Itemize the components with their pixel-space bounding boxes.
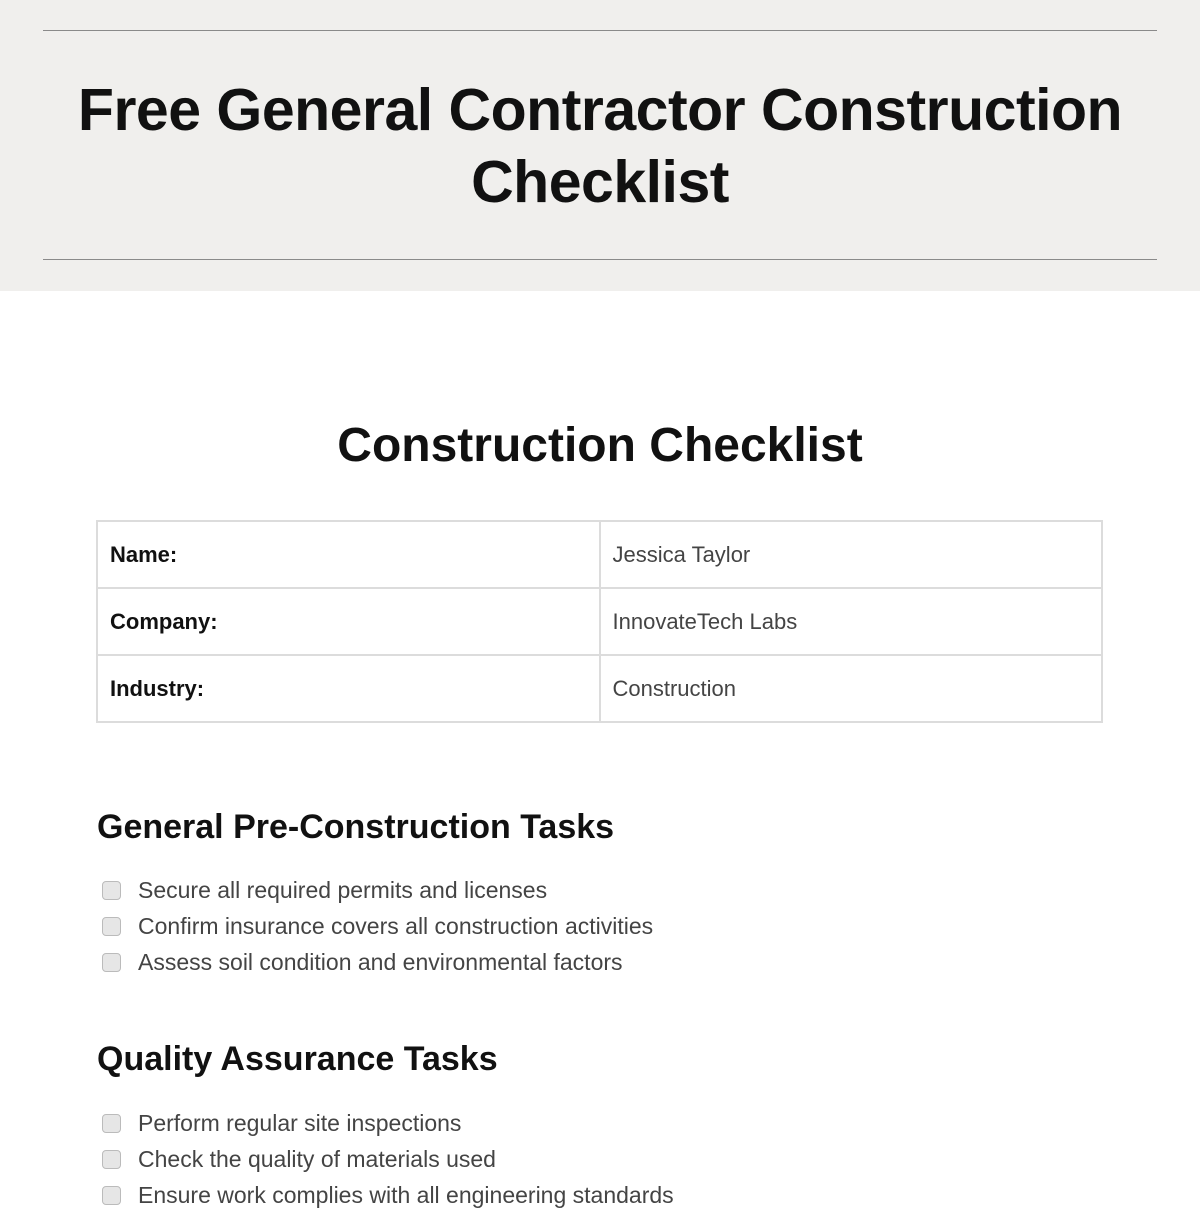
divider: [43, 259, 1157, 260]
item-label: Secure all required permits and licenses: [138, 876, 548, 903]
label-cell: Company:: [97, 588, 600, 655]
divider: [43, 30, 1157, 31]
checkbox[interactable]: [102, 1186, 121, 1205]
list-item: [102, 908, 653, 944]
label-cell: Name:: [97, 521, 600, 588]
checkbox[interactable]: [102, 1150, 121, 1169]
value-cell: Jessica Taylor: [600, 521, 1103, 588]
title-line-2: Checklist: [471, 149, 729, 215]
document-title: [0, 74, 1200, 218]
section-heading: Construction Checklist: [337, 419, 863, 472]
list-item: [102, 1141, 674, 1177]
table-row: [97, 655, 1102, 722]
checklist: [102, 872, 653, 980]
section-title: Quality Assurance Tasks: [97, 1040, 498, 1078]
item-label: Perform regular site inspections: [138, 1109, 462, 1136]
item-label: Ensure work complies with all engineering standards: [138, 1181, 674, 1208]
checkbox[interactable]: [102, 1114, 121, 1133]
item-label: Check the quality of materials used: [138, 1145, 496, 1172]
checkbox[interactable]: [102, 953, 121, 972]
section-title: General Pre-Construction Tasks: [97, 808, 615, 846]
label-cell: Industry:: [97, 655, 600, 722]
checklist: [102, 1105, 674, 1213]
value-cell: Construction: [600, 655, 1103, 722]
table-row: [97, 521, 1102, 588]
list-item: [102, 944, 653, 980]
header-banner: [0, 0, 1200, 291]
info-table: [96, 520, 1103, 723]
list-item: [102, 1177, 674, 1213]
title-line-1: Free General Contractor Construction: [77, 77, 1123, 143]
item-label: Assess soil condition and environmental factors: [138, 948, 623, 975]
list-item: [102, 872, 653, 908]
list-item: [102, 1105, 674, 1141]
checkbox[interactable]: [102, 881, 121, 900]
item-label: Confirm insurance covers all construction activities: [138, 912, 654, 939]
table-row: [97, 588, 1102, 655]
value-cell: InnovateTech Labs: [600, 588, 1103, 655]
checkbox[interactable]: [102, 917, 121, 936]
